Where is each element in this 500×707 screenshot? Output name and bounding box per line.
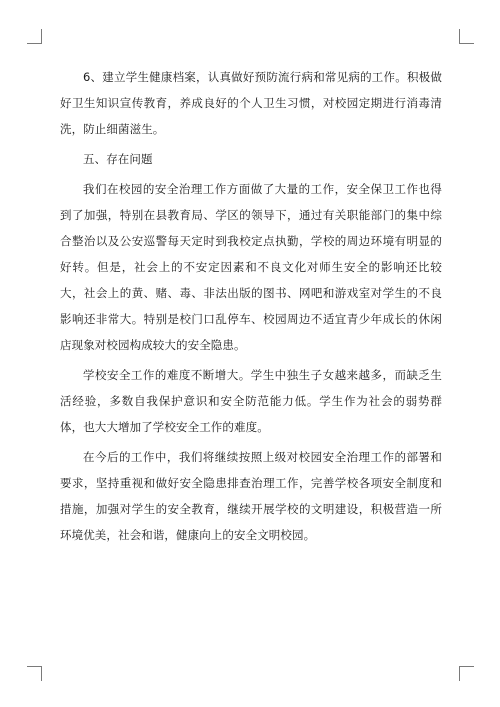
paragraph-health-records: 6、建立学生健康档案，认真做好预防流行病和常见病的工作。积极做好卫生知识宣传教育，养成良好的个人卫生习惯，对校园定期进行消毒清洗，防止细菌滋生。 — [60, 70, 442, 136]
crop-mark-bottom-right — [459, 666, 474, 681]
paragraph-difficulty: 学校安全工作的难度不断增大。学生中独生子女越来越多，而缺乏生活经验，多数自我保护意识和安全防范能力低。学生作为社会的弱势群体，也大大增加了学校安全工作的难度。 — [60, 368, 442, 434]
document-body — [60, 64, 442, 552]
paragraph-safety-work: 我们在校园的安全治理工作方面做了大量的工作，安全保卫工作也得到了加强，特别在县教育局、学区的领导下，通过有关职能部门的集中综合整治以及公安巡警每天定时到我校定点执勤，学校的周边环境有明显的好转。但是，社会上的不安定因素和不良文化对师生安全的影响还比较大，社会上的黄、赌、毒、非法出版的图书、网吧和游戏室对学生的不良影响还非常大。特别是校门口乱停车、校园周边不适宜青少年成长的休闲店现象对校园构成较大的安全隐患。 — [60, 182, 442, 352]
crop-mark-top-right — [459, 29, 474, 44]
paragraph-future-work: 在今后的工作中，我们将继续按照上级对校园安全治理工作的部署和要求，坚持重视和做好安全隐患排查治理工作，完善学校各项安全制度和措施，加强对学生的安全教育，继续开展学校的文明建设，积极营造一所环境优美，社会和谐，健康向上的安全文明校园。 — [60, 450, 442, 542]
crop-mark-top-left — [27, 29, 42, 44]
section-heading-problems: 五、存在问题 — [83, 152, 153, 166]
crop-mark-bottom-left — [27, 666, 42, 681]
